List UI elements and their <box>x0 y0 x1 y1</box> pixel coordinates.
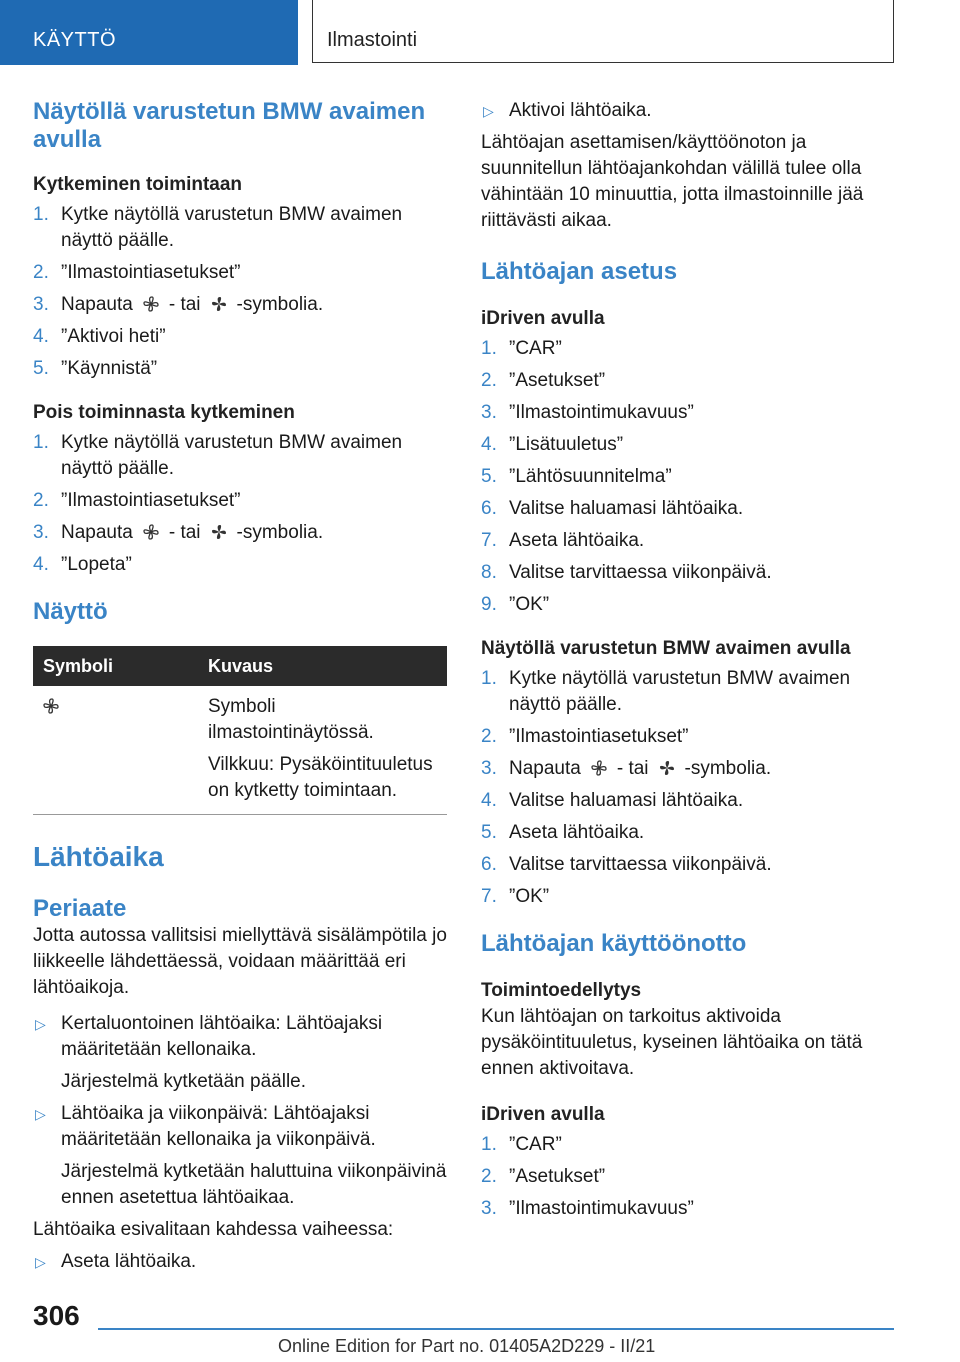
section-label: KÄYTTÖ <box>33 29 117 51</box>
list-item: 3. ”Ilmastointimukavuus” <box>481 1198 694 1219</box>
list-item: 8. Valitse tarvittaessa viikonpäivä. <box>481 562 772 583</box>
prereq-heading: Toimintoedellytys <box>481 980 642 1001</box>
left-column <box>33 98 447 1281</box>
list-item: 6. Valitse haluamasi lähtöaika. <box>481 498 744 519</box>
activation-heading: Lähtöajan käyttöönotto <box>481 930 747 957</box>
right-column <box>481 98 895 1228</box>
idrive2-heading: iDriven avulla <box>481 1104 605 1125</box>
edition-note: Online Edition for Part no. 01405A2D229 - II/21 <box>278 1336 656 1356</box>
list-item: 6. Valitse tarvittaessa viikonpäivä. <box>481 854 772 875</box>
triangle-bullet-icon: ▷ <box>35 1106 46 1122</box>
list-item: ▷ Aseta lähtöaika. <box>33 1249 447 1275</box>
principle-text: Jotta autossa vallitsisi miellyttävä sisälämpötila jo liikkeelle lähdettäessä, voidaan määrittää eri lähtöaikoja. <box>33 925 447 998</box>
departure-title: Lähtöaika <box>33 841 164 872</box>
preselect-list <box>33 1249 447 1275</box>
idrive-steps <box>481 336 895 618</box>
key-steps <box>481 666 895 910</box>
table-desc-1: Symboli ilmastointinäytössä. <box>208 696 374 743</box>
activate-list <box>481 98 895 124</box>
list-item: 1. ”CAR” <box>481 1134 562 1155</box>
list-item: 3. ”Ilmastointimukavuus” <box>481 402 694 423</box>
list-item: 1. Kytke näytöllä varustetun BMW avaimen näyttö päälle. <box>481 668 851 715</box>
section-tab <box>0 0 298 65</box>
principle-heading: Periaate <box>33 895 127 922</box>
list-item: 2. ”Ilmastointiasetukset” <box>33 262 241 283</box>
symbol-table <box>33 646 447 815</box>
fan-filled-icon <box>211 524 227 540</box>
fan-icon <box>43 698 59 714</box>
list-item: 3. Napauta - tai -symbolia. <box>33 294 324 315</box>
list-item: 2. ”Asetukset” <box>481 370 606 391</box>
chapter-label: Ilmastointi <box>327 29 418 51</box>
list-item: 5. ”Lähtösuunnitelma” <box>481 466 672 487</box>
list-item: 4. ”Lisätuuletus” <box>481 434 624 455</box>
list-item: 2. ”Ilmastointiasetukset” <box>33 490 241 511</box>
footer-divider <box>98 1328 894 1330</box>
fan-icon <box>143 524 159 540</box>
fan-filled-icon <box>211 296 227 312</box>
display-heading: Näyttö <box>33 598 108 625</box>
fan-icon <box>591 760 607 776</box>
list-item: 2. ”Asetukset” <box>481 1166 606 1187</box>
list-item: 4. Valitse haluamasi lähtöaika. <box>481 790 744 811</box>
steps-off <box>33 430 447 578</box>
list-item: 3. Napauta - tai -symbolia. <box>481 758 772 779</box>
key-heading: Näytöllä varustetun BMW avaimen avulla <box>481 638 851 659</box>
subheading-on: Kytkeminen toimintaan <box>33 174 243 195</box>
list-item: 3. Napauta - tai -symbolia. <box>33 522 324 543</box>
timing-note: Lähtöajan asettamisen/käyttöönoton ja suunnitellun lähtöajankohdan välillä tulee olla vähintään 10 minuuttia, jotta ilmastoinnille jää riittävästi aikaa. <box>481 132 864 231</box>
idrive2-steps <box>481 1132 895 1222</box>
setting-heading: Lähtöajan asetus <box>481 258 678 285</box>
idrive-heading: iDriven avulla <box>481 308 605 329</box>
list-item: 1. Kytke näytöllä varustetun BMW avaimen näyttö päälle. <box>33 204 403 251</box>
list-item: ▷ Kertaluontoinen lähtöaika: Lähtöajaksi määritetään kellonaika. Järjestelmä kytketään päälle. <box>35 1013 383 1092</box>
chapter-tab <box>312 0 894 63</box>
table-header-description: Kuvaus <box>198 646 447 686</box>
list-item: 2. ”Ilmastointiasetukset” <box>481 726 689 747</box>
triangle-bullet-icon: ▷ <box>35 1016 46 1032</box>
steps-on <box>33 202 447 382</box>
list-item: ▷ Aktivoi lähtöaika. <box>481 98 895 124</box>
list-item: 5. ”Käynnistä” <box>33 358 158 379</box>
triangle-bullet-icon: ▷ <box>35 1254 46 1270</box>
preselect-text: Lähtöaika esivalitaan kahdessa vaiheessa: <box>33 1219 394 1240</box>
section-heading-key: Näytöllä varustetun BMW avaimen avulla <box>33 98 426 153</box>
list-item: 9. ”OK” <box>481 594 550 615</box>
list-item: 4. ”Aktivoi heti” <box>33 326 166 347</box>
table-desc-2: Vilkkuu: Pysäköintituuletus on kytketty toimintaan. <box>208 754 433 801</box>
prereq-text: Kun lähtöajan on tarkoitus aktivoida pysäköintituuletus, kyseinen lähtöaika on tätä ennen aktivoitava. <box>481 1006 863 1079</box>
departure-types <box>33 1011 447 1211</box>
list-item: 7. ”OK” <box>481 886 550 907</box>
list-item: 4. ”Lopeta” <box>33 554 132 575</box>
list-item: ▷ Lähtöaika ja viikonpäivä: Lähtöajaksi määritetään kellonaika ja viikonpäivä. Järjestelmä kytketään haluttuina viikonpäivinä ennen asetettua lähtöaikaa. <box>35 1103 447 1208</box>
fan-filled-icon <box>659 760 675 776</box>
fan-icon <box>143 296 159 312</box>
list-item: 1. ”CAR” <box>481 338 562 359</box>
table-row <box>33 686 447 815</box>
list-item: 1. Kytke näytöllä varustetun BMW avaimen näyttö päälle. <box>33 432 403 479</box>
page-number: 306 <box>33 1300 80 1331</box>
list-item: 5. Aseta lähtöaika. <box>481 822 645 843</box>
list-item: 7. Aseta lähtöaika. <box>481 530 645 551</box>
subheading-off: Pois toiminnasta kytkeminen <box>33 402 295 423</box>
table-header-symbol: Symboli <box>33 646 198 686</box>
triangle-bullet-icon: ▷ <box>483 103 494 119</box>
